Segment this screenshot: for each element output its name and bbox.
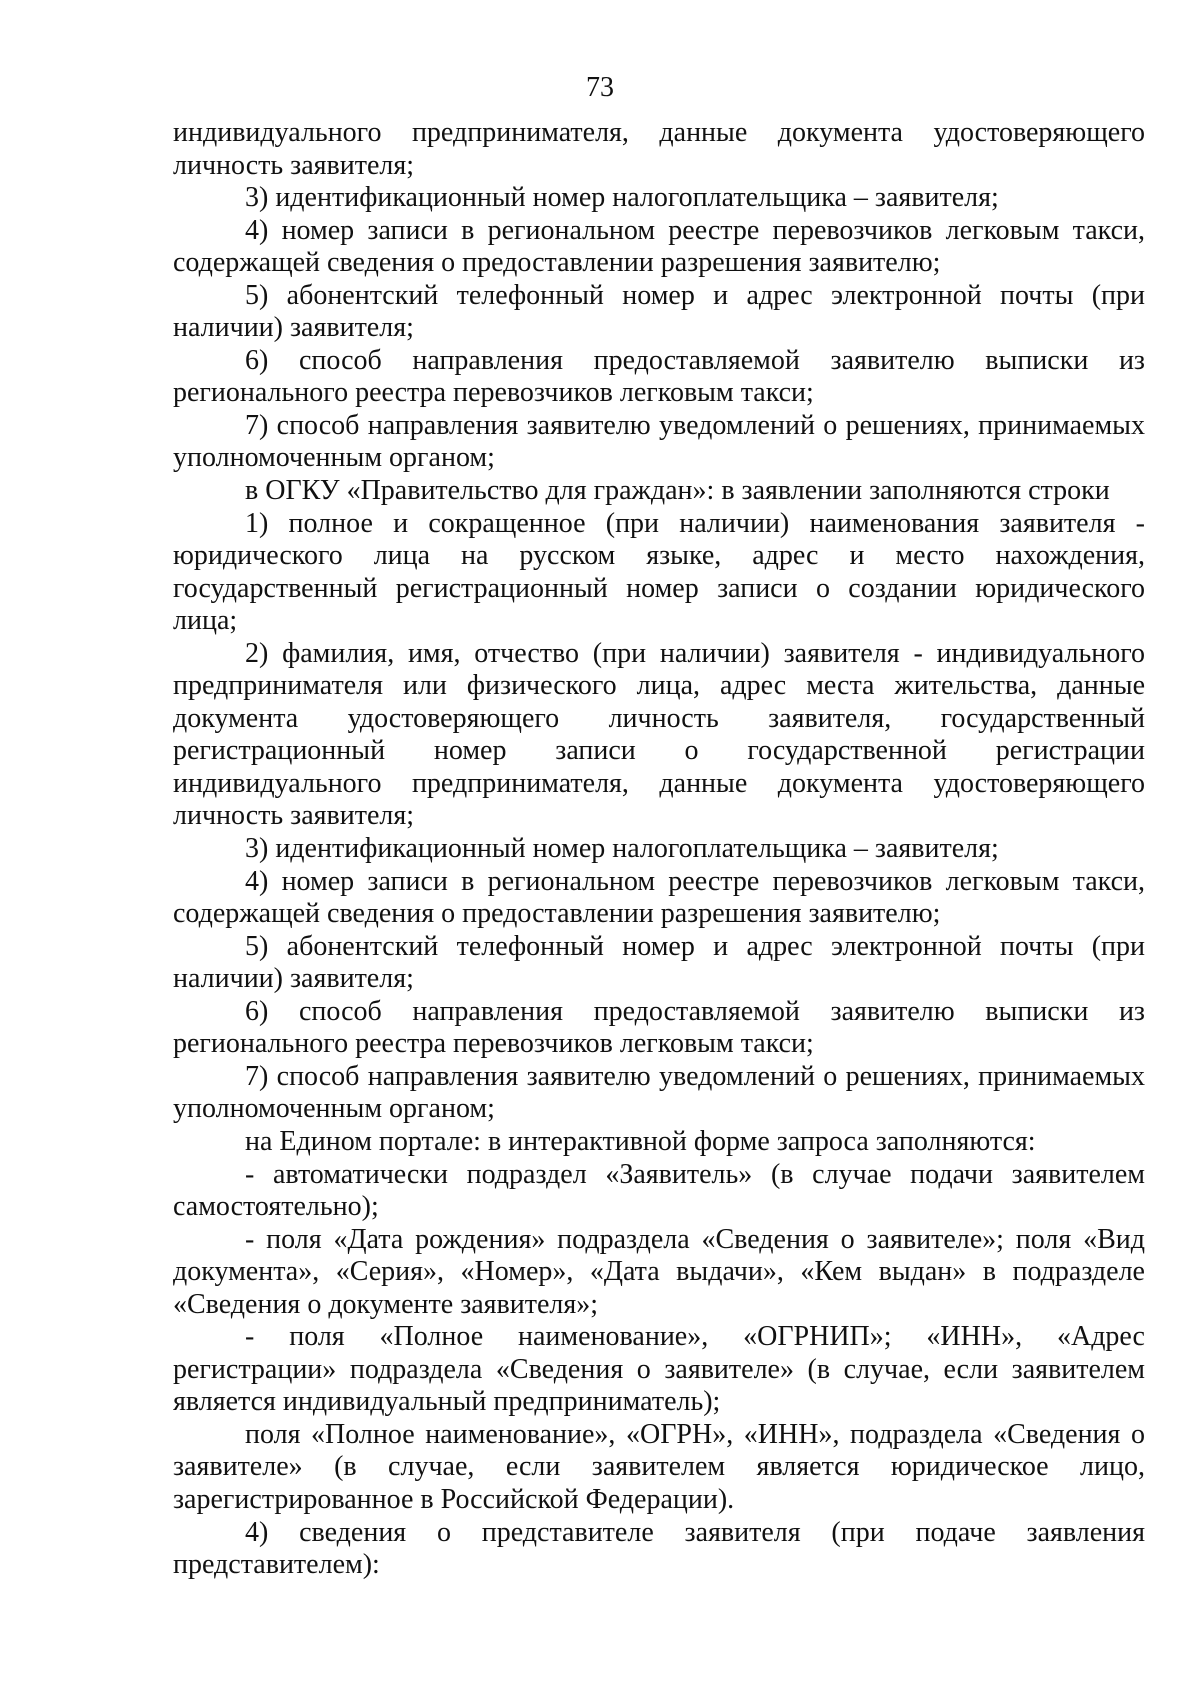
paragraph-item-5: 5) абонентский телефонный номер и адрес электронной почты (при наличии) заявителя; (173, 279, 1145, 344)
paragraph-ogku-item-3: 3) идентификационный номер налогоплательщика – заявителя; (245, 833, 999, 865)
paragraph-item-4: 4) номер записи в региональном реестре перевозчиков легковым такси, содержащей сведения о предоставлении разрешения заявителю; (173, 214, 1145, 279)
paragraph-portal-auto: - автоматически подраздел «Заявитель» (в случае подачи заявителем самостоятельно); (173, 1158, 1145, 1223)
paragraph-ogku-item-2: 2) фамилия, имя, отчество (при наличии) заявителя - индивидуального предпринимателя или физического лица, адрес места жительства, данные документа удостоверяющего личность заявителя, государственный регистрационный номер записи о государственной регистрации индивидуального предпринимателя, данные документа удостоверяющего личность заявителя; (173, 637, 1145, 832)
paragraph-ogku-item-7: 7) способ направления заявителю уведомлений о решениях, принимаемых уполномоченным органом; (173, 1060, 1145, 1125)
page-number: 73 (586, 72, 614, 103)
paragraph-ogku-heading: в ОГКУ «Правительство для граждан»: в заявлении заполняются строки (245, 475, 1110, 507)
paragraph-item-7: 7) способ направления заявителю уведомлений о решениях, принимаемых уполномоченным органом; (173, 409, 1145, 474)
paragraph-item-6: 6) способ направления предоставляемой заявителю выписки из регионального реестра перевозчиков легковым такси; (173, 344, 1145, 409)
paragraph-portal-fields-ip: - поля «Полное наименование», «ОГРНИП»; «ИНН», «Адрес регистрации» подраздела «Сведения о заявителе» (в случае, если заявителем является индивидуальный предприниматель); (173, 1321, 1145, 1418)
paragraph-item-3: 3) идентификационный номер налогоплательщика – заявителя; (245, 182, 999, 214)
paragraph-portal-fields-birth: - поля «Дата рождения» подраздела «Сведения о заявителе»; поля «Вид документа», «Серия», «Номер», «Дата выдачи», «Кем выдан» в подразделе «Сведения о документе заявителя»; (173, 1223, 1145, 1320)
paragraph-ogku-item-6: 6) способ направления предоставляемой заявителю выписки из регионального реестра перевозчиков легковым такси; (173, 995, 1145, 1060)
paragraph-continuation: индивидуального предпринимателя, данные документа удостоверяющего личность заявителя; (173, 117, 1145, 181)
paragraph-representative: 4) сведения о представителе заявителя (при подаче заявления представителем): (173, 1516, 1145, 1581)
paragraph-portal-heading: на Едином портале: в интерактивной форме запроса заполняются: (245, 1125, 1036, 1157)
paragraph-ogku-item-4: 4) номер записи в региональном реестре перевозчиков легковым такси, содержащей сведения о предоставлении разрешения заявителю; (173, 865, 1145, 930)
document-body (173, 117, 1145, 1582)
paragraph-ogku-item-5: 5) абонентский телефонный номер и адрес электронной почты (при наличии) заявителя; (173, 930, 1145, 995)
paragraph-portal-fields-legal: поля «Полное наименование», «ОГРН», «ИНН», подраздела «Сведения о заявителе» (в случае, если заявителем является юридическое лицо, зарегистрированное в Российской Федерации). (173, 1418, 1145, 1515)
paragraph-ogku-item-1: 1) полное и сокращенное (при наличии) наименования заявителя - юридического лица на русском языке, адрес и место нахождения, государственный регистрационный номер записи о создании юридического лица; (173, 507, 1145, 637)
